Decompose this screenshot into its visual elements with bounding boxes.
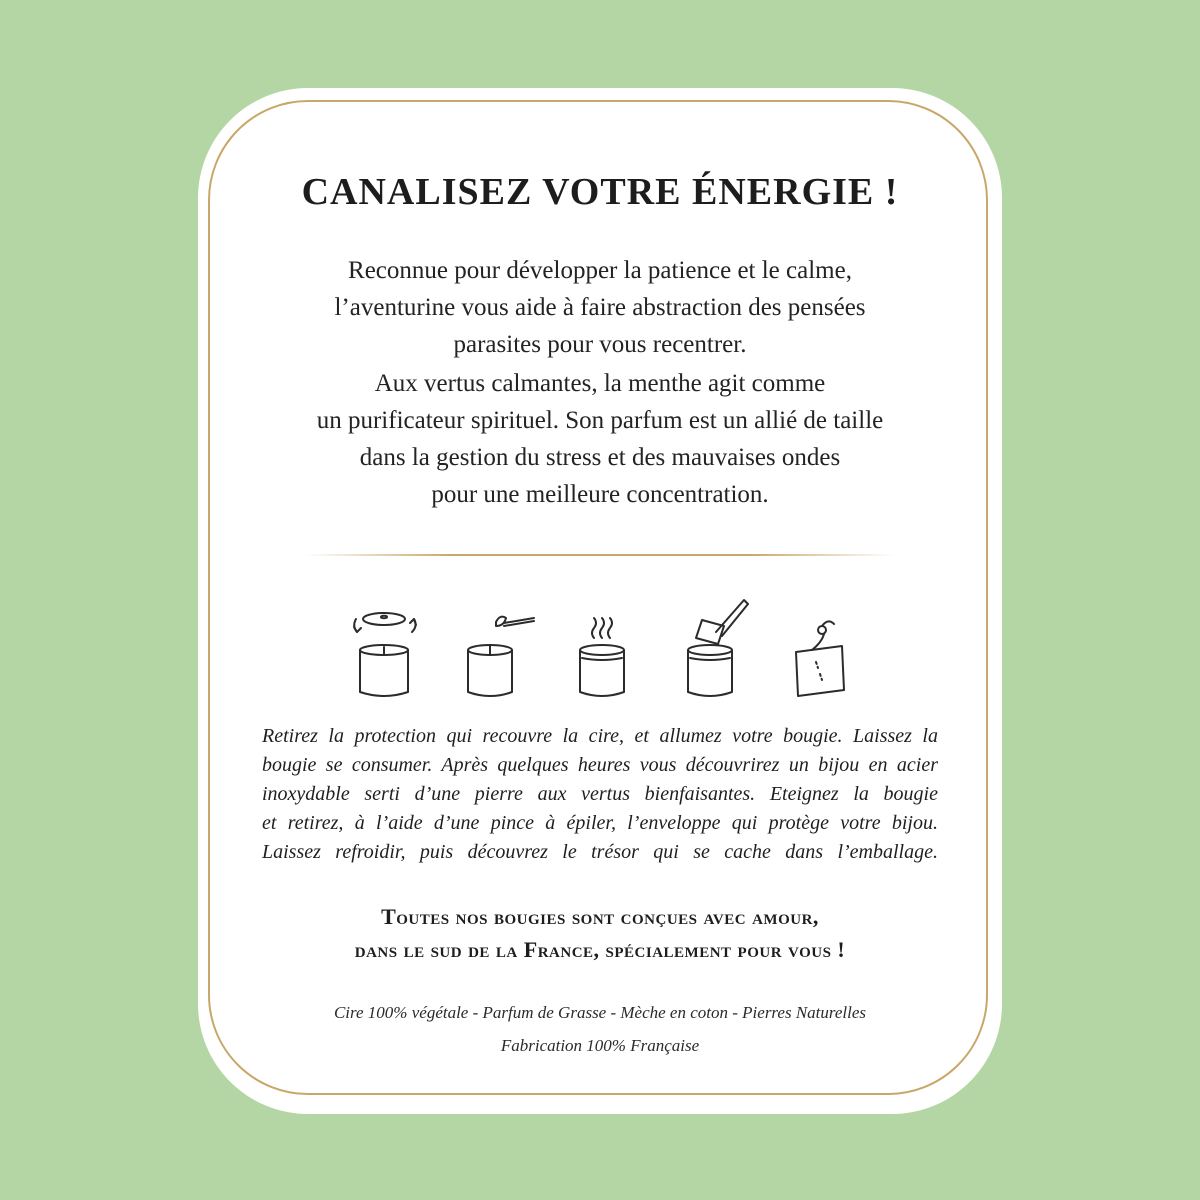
gold-divider — [305, 554, 895, 556]
lighting-match-icon — [448, 592, 538, 704]
instruction-line: bougie se consumer. Après quelques heures vous découvrirez un bijou en acier — [262, 754, 938, 776]
paragraph-line: Aux vertus calmantes, la menthe agit comme — [374, 370, 826, 397]
features-list — [200, 996, 1000, 1062]
instruction-line: inoxydable serti d’une pierre aux vertus bienfaisantes. Eteignez la bougie — [262, 783, 938, 805]
slogan-line: Toutes nos bougies sont conçues avec amour, — [381, 904, 819, 929]
paragraph-line: Reconnue pour développer la patience et le calme, — [348, 257, 852, 284]
fabrication-line: Fabrication 100% Française — [500, 1036, 700, 1055]
instruction-line: Retirez la protection qui recouvre la cire, et allumez votre bougie. Laissez la — [262, 725, 938, 747]
paragraph-line: dans la gestion du stress et des mauvaises ondes — [359, 444, 841, 471]
features-line: Cire 100% végétale - Parfum de Grasse - Mèche en coton - Pierres Naturelles — [333, 1003, 867, 1022]
instructions-text — [262, 722, 938, 867]
aventurine-paragraph — [230, 252, 970, 363]
page-title: CANALISEZ VOTRE ÉNERGIE ! — [301, 171, 899, 213]
lid-removal-icon — [340, 592, 430, 704]
tweezers-extract-icon — [664, 592, 754, 704]
paragraph-line: parasites pour vous recentrer. — [453, 331, 747, 358]
paragraph-line: pour une meilleure concentration. — [431, 481, 769, 508]
mint-paragraph — [230, 365, 970, 513]
slogan — [200, 900, 1000, 966]
paragraph-line: un purificateur spirituel. Son parfum est un allié de taille — [316, 407, 884, 434]
paragraph-line: l’aventurine vous aide à faire abstraction des pensées — [334, 294, 866, 321]
instruction-icons — [340, 592, 860, 708]
instruction-line: et retirez, à l’aide d’une pince à épiler, l’enveloppe qui protège votre bijou. — [262, 812, 938, 834]
slogan-line: dans le sud de la France, spécialement pour vous ! — [354, 937, 846, 962]
jewel-pouch-icon — [772, 592, 862, 704]
instruction-line: Laissez refroidir, puis découvrez le trésor qui se cache dans l’emballage. — [262, 841, 938, 863]
melting-candle-icon — [556, 592, 646, 704]
